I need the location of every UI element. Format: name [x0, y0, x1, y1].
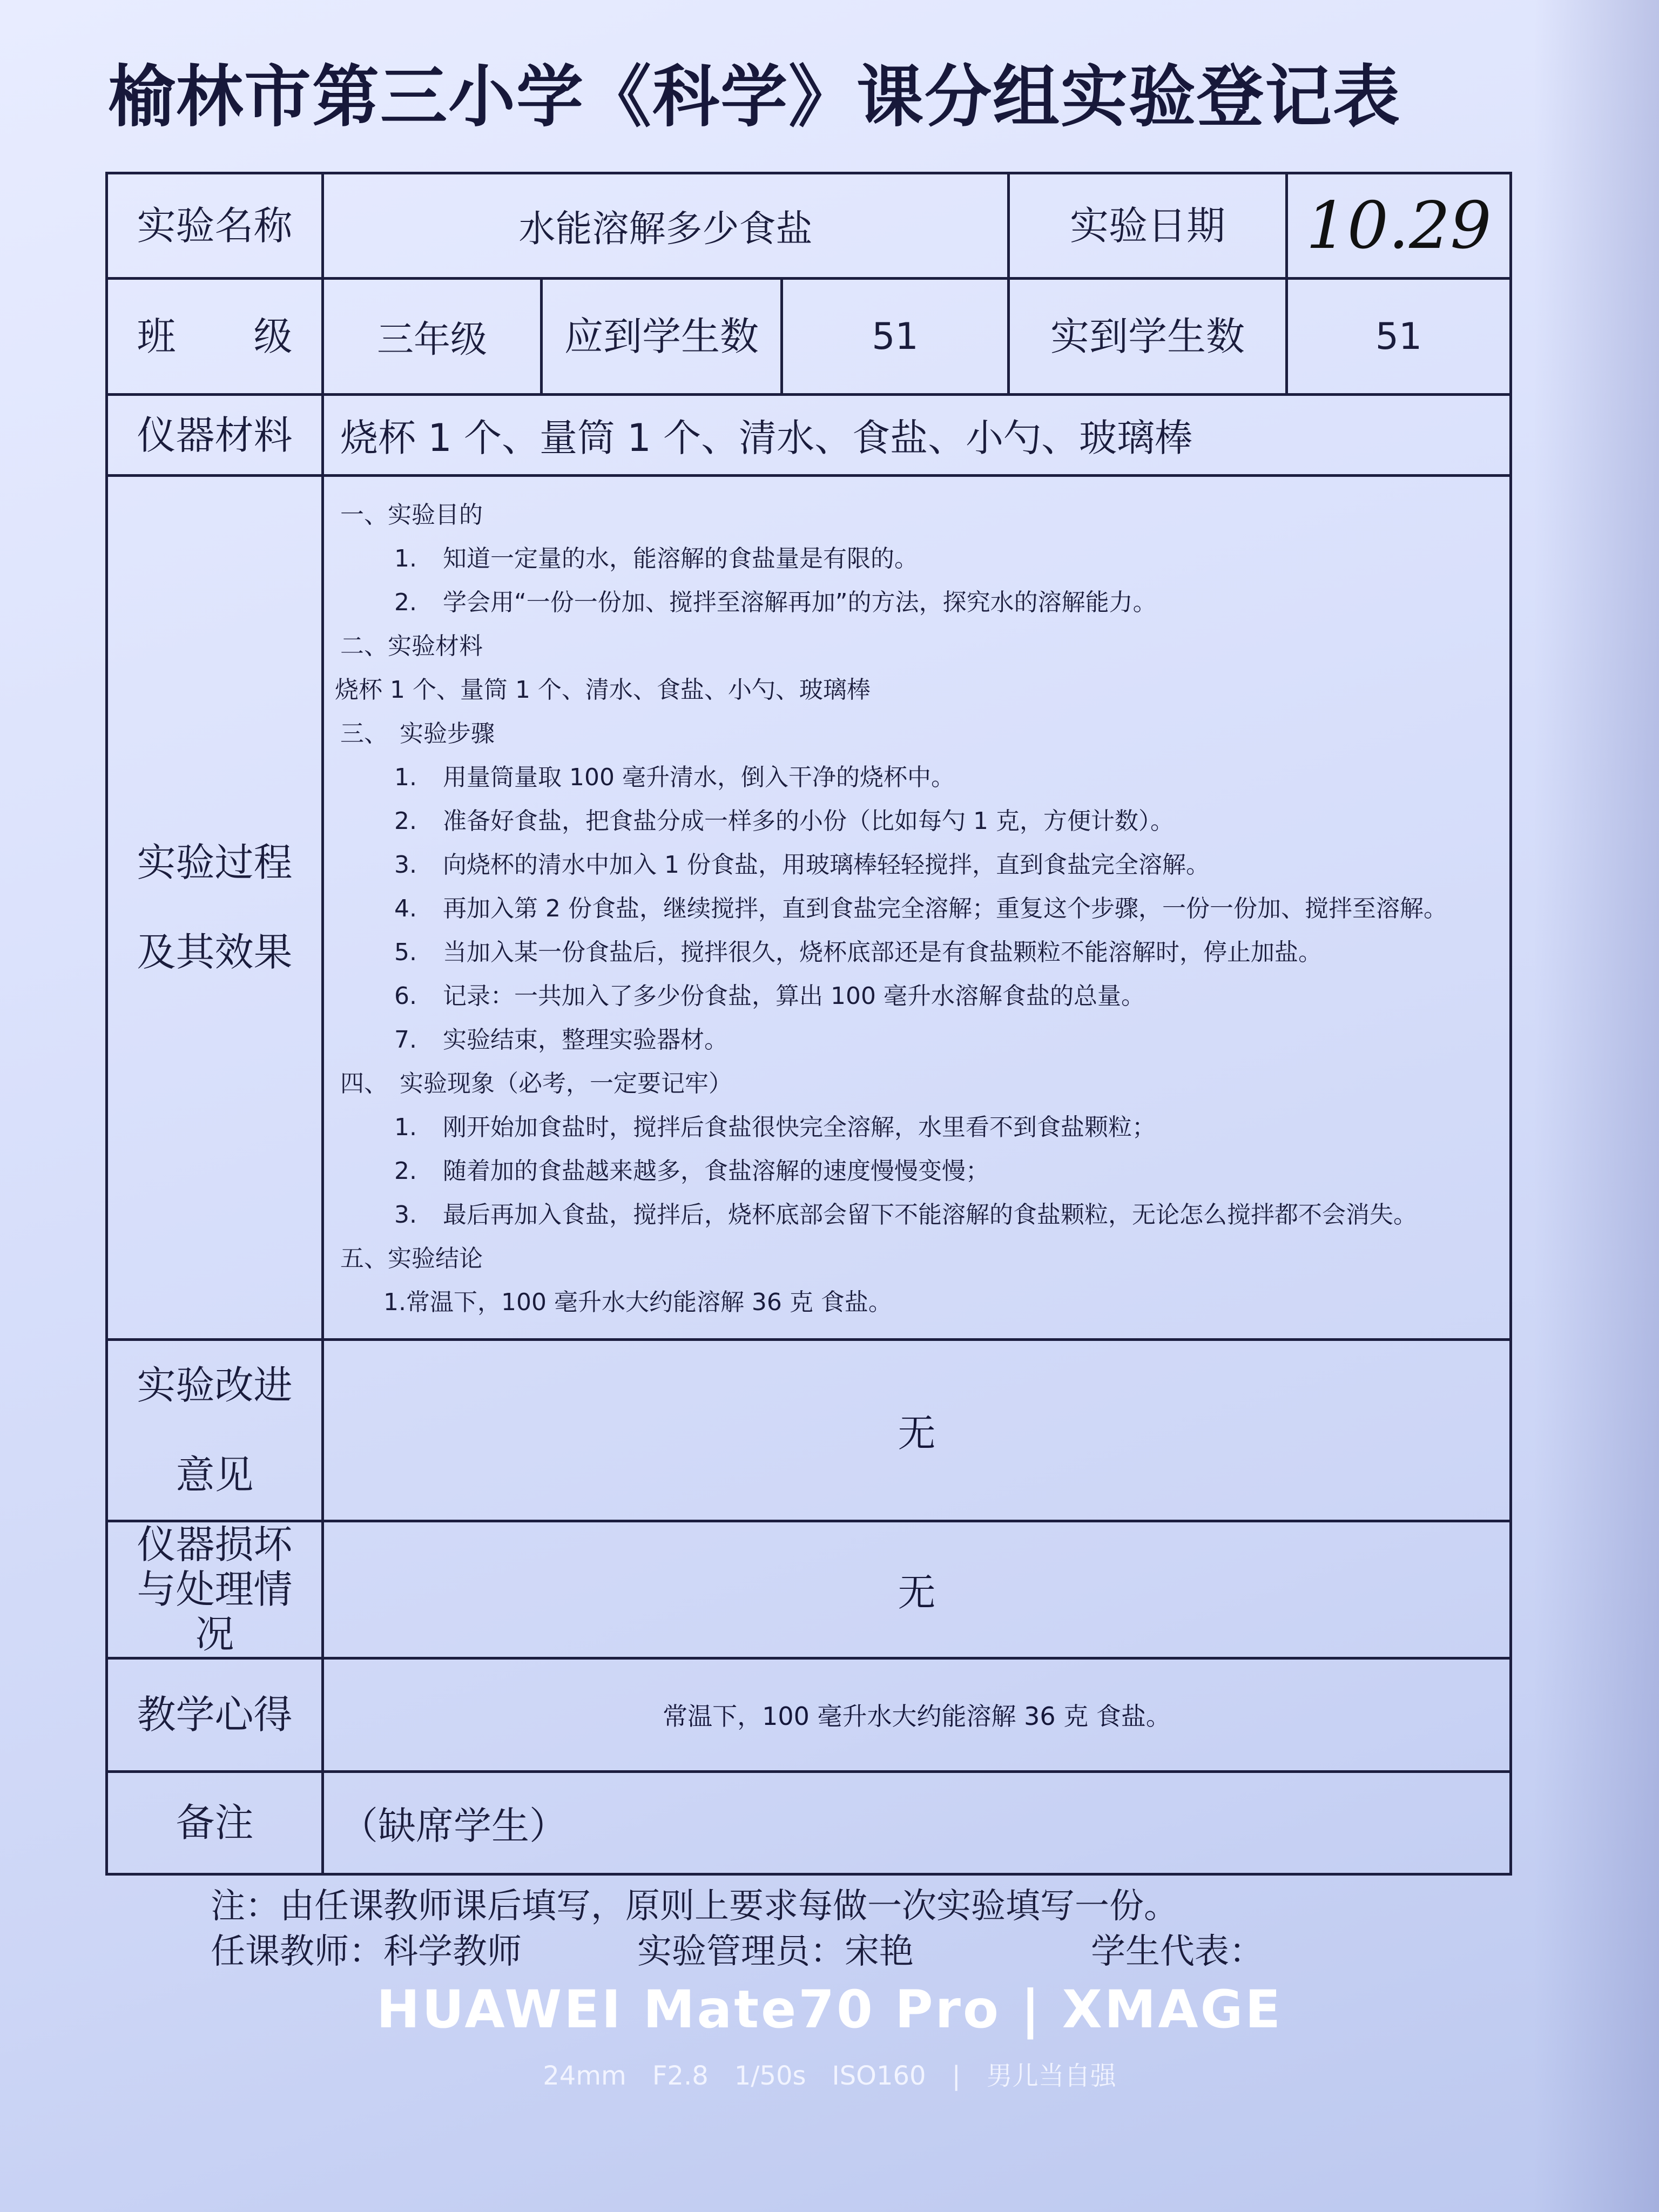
value-class: 三年级 — [323, 279, 542, 395]
item-text: 学会用“一份一份加、搅拌至溶解再加”的方法，探究水的溶解能力。 — [443, 589, 1157, 617]
label-class: 班 级 — [107, 279, 323, 395]
label-damage: 仪器损坏与处理情况 — [107, 1521, 323, 1658]
section-purpose-heading: 一、实验目的 — [340, 501, 483, 529]
footer-teacher: 任课教师：科学教师 — [211, 1932, 522, 1972]
row-reflection — [107, 1658, 1511, 1771]
label-reflection: 教学心得 — [107, 1658, 323, 1771]
form-title: 榆林市第三小学《科学》课分组实验登记表 — [108, 58, 1401, 136]
item-number: 2. — [394, 807, 417, 835]
item-number: 1. — [394, 545, 417, 573]
value-materials: 烧杯 1 个、量筒 1 个、清水、食盐、小勺、玻璃棒 — [323, 395, 1511, 476]
process-content — [323, 476, 1511, 1340]
label-remarks: 备注 — [107, 1771, 323, 1874]
paper-edge-shadow — [1534, 0, 1659, 2212]
value-improvement: 无 — [323, 1340, 1511, 1521]
label-process — [107, 476, 323, 1340]
label-materials: 仪器材料 — [107, 395, 323, 476]
item-text: 实验结束，整理实验器材。 — [443, 1026, 728, 1054]
value-damage: 无 — [323, 1521, 1511, 1658]
item-text: 当加入某一份食盐后，搅拌很久，烧杯底部还是有食盐颗粒不能溶解时，停止加盐。 — [443, 939, 1322, 967]
item-number: 3. — [394, 1201, 417, 1229]
section-materials-heading: 二、实验材料 — [340, 632, 483, 660]
value-expected-students: 51 — [782, 279, 1009, 395]
step-item — [335, 756, 1499, 799]
item-number: 2. — [394, 589, 417, 617]
item-number: 5. — [394, 939, 417, 967]
item-text: 向烧杯的清水中加入 1 份食盐，用玻璃棒轻轻搅拌，直到食盐完全溶解。 — [443, 851, 1210, 879]
section-phenomena-heading: 四、 实验现象（必考，一定要记牢） — [340, 1070, 732, 1098]
purpose-item — [335, 537, 1499, 581]
step-item — [335, 843, 1499, 887]
step-item — [335, 974, 1499, 1018]
row-remarks — [107, 1771, 1511, 1874]
section-conclusion-text: 1.常温下，100 毫升水大约能溶解 36 克 食盐。 — [383, 1289, 892, 1317]
row-experiment-name — [107, 173, 1511, 279]
row-materials — [107, 395, 1511, 476]
value-reflection: 常温下，100 毫升水大约能溶解 36 克 食盐。 — [323, 1658, 1511, 1771]
item-number: 2. — [394, 1157, 417, 1185]
item-text: 准备好食盐，把食盐分成一样多的小份（比如每勺 1 克，方便计数）。 — [443, 807, 1174, 835]
item-number: 1. — [394, 764, 417, 792]
section-conclusion-heading: 五、实验结论 — [340, 1245, 483, 1273]
camera-watermark-brand: HUAWEI Mate70 Pro | XMAGE — [376, 1979, 1283, 2040]
value-experiment-date: 10.29 — [1287, 173, 1511, 279]
footer-student-rep: 学生代表： — [1091, 1932, 1264, 1972]
item-text: 随着加的食盐越来越多，食盐溶解的速度慢慢变慢； — [443, 1157, 989, 1185]
label-actual-students: 实到学生数 — [1009, 279, 1287, 395]
footer-note: 注：由任课教师课后填写，原则上要求每做一次实验填写一份。 — [211, 1886, 1178, 1926]
item-number: 3. — [394, 851, 417, 879]
value-remarks: （缺席学生） — [323, 1771, 1511, 1874]
label-improvement-line1: 实验改进 — [137, 1363, 293, 1408]
label-experiment-name: 实验名称 — [107, 173, 323, 279]
row-class — [107, 279, 1511, 395]
item-number: 4. — [394, 895, 417, 923]
phenomenon-item — [335, 1193, 1499, 1237]
row-damage — [107, 1521, 1511, 1658]
item-text: 记录：一共加入了多少份食盐，算出 100 毫升水溶解食盐的总量。 — [443, 982, 1145, 1010]
phenomenon-item — [335, 1105, 1499, 1149]
item-text: 再加入第 2 份食盐，继续搅拌，直到食盐完全溶解；重复这个步骤，一份一份加、搅拌至溶解。 — [443, 895, 1447, 923]
footer-lab-manager: 实验管理员：宋艳 — [637, 1932, 914, 1972]
item-number: 7. — [394, 1026, 417, 1054]
phenomenon-item — [335, 1149, 1499, 1193]
step-item — [335, 799, 1499, 843]
item-text: 用量筒量取 100 毫升清水，倒入干净的烧杯中。 — [443, 764, 955, 792]
experiment-register-form — [105, 172, 1512, 1876]
step-item — [335, 930, 1499, 974]
section-steps-heading: 三、 实验步骤 — [340, 720, 495, 748]
label-process-line2: 及其效果 — [137, 929, 293, 975]
camera-watermark-info: 24mm F2.8 1/50s ISO160 | 男儿当自强 — [543, 2061, 1116, 2091]
item-number: 6. — [394, 982, 417, 1010]
step-item — [335, 1018, 1499, 1062]
purpose-item — [335, 581, 1499, 624]
row-process — [107, 476, 1511, 1340]
item-text: 刚开始加食盐时，搅拌后食盐很快完全溶解，水里看不到食盐颗粒； — [443, 1114, 1156, 1142]
item-number: 1. — [394, 1114, 417, 1142]
step-item — [335, 887, 1499, 930]
item-text: 最后再加入食盐，搅拌后，烧杯底部会留下不能溶解的食盐颗粒，无论怎么搅拌都不会消失。 — [443, 1201, 1417, 1229]
label-process-line1: 实验过程 — [137, 840, 293, 886]
item-text: 知道一定量的水，能溶解的食盐量是有限的。 — [443, 545, 918, 573]
label-expected-students: 应到学生数 — [542, 279, 782, 395]
section-materials-text: 烧杯 1 个、量筒 1 个、清水、食盐、小勺、玻璃棒 — [335, 676, 871, 704]
value-actual-students: 51 — [1287, 279, 1511, 395]
value-experiment-name: 水能溶解多少食盐 — [323, 173, 1009, 279]
label-improvement — [107, 1340, 323, 1521]
label-improvement-line2: 意见 — [176, 1452, 254, 1498]
row-improvement — [107, 1340, 1511, 1521]
label-experiment-date: 实验日期 — [1009, 173, 1287, 279]
